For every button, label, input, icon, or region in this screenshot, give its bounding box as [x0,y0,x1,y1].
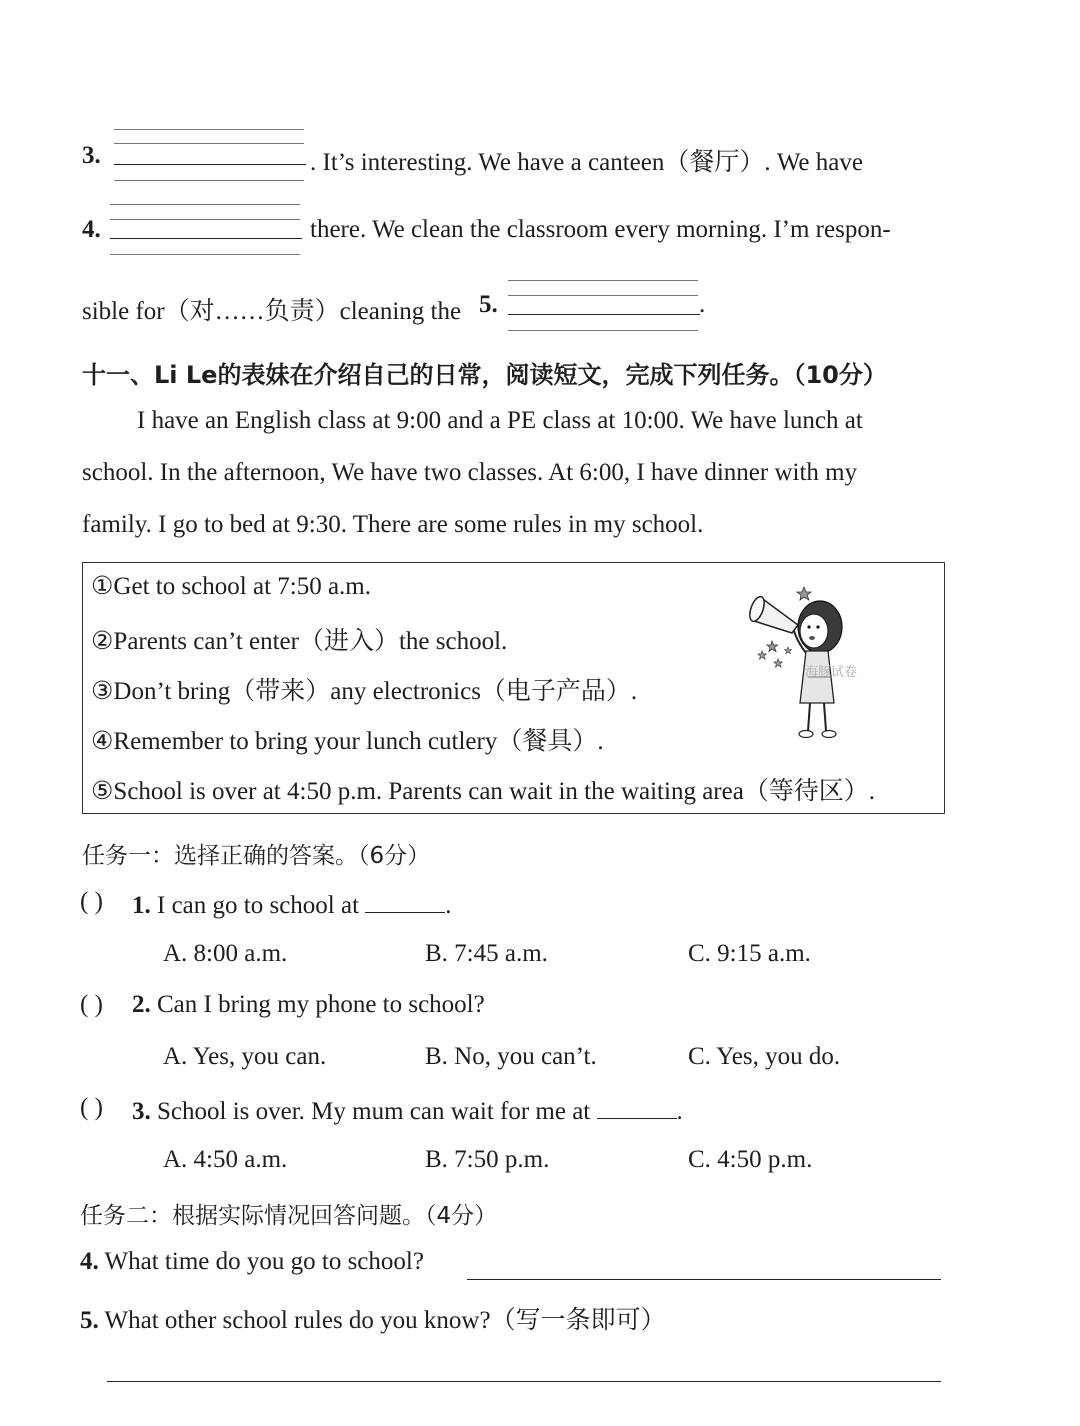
writing-line-guide [110,219,300,220]
question-text [80,1300,666,1336]
answer-line-5[interactable] [107,1381,941,1382]
writing-line-guide [110,254,300,255]
writing-line-guide [114,129,304,130]
option-a[interactable]: A. Yes, you can. [163,1043,327,1070]
option-c[interactable]: C. 9:15 a.m. [688,940,811,967]
question-text [132,888,452,920]
writing-line-guide [508,330,698,331]
answer-blank[interactable] [365,888,445,913]
option-a[interactable]: A. 4:50 a.m. [163,1146,288,1173]
writing-line-guide [110,204,300,205]
writing-line-guide [114,180,304,181]
passage-line-3: family. I go to bed at 9:30. There are some rules in my school. [82,511,704,538]
question-stem: I can go to school at [150,892,366,919]
question-end: . [445,892,452,919]
watermark-text: 海豚试卷 [805,665,858,680]
writing-line-guide [508,280,698,281]
passage-line-1: I have an English class at 9:00 and a PE class at 10:00. We have lunch at [137,407,863,434]
rule-3: ③Don’t bring（带来）any electronics（电子产品）. [91,678,638,705]
question-stem: What time do you go to school? [98,1248,424,1275]
section-title: 十一、Li Le的表妹在介绍自己的日常，阅读短文，完成下列任务。（10分） [82,361,887,389]
question-number: 3. [132,1098,151,1125]
question-stem: Can I bring my phone to school? [150,991,485,1018]
writing-line-guide [114,143,304,144]
task1-title: 任务一：选择正确的答案。（6分） [82,843,431,869]
answer-blank-5[interactable] [508,314,700,315]
question-number: 2. [132,991,151,1018]
q4-text: there. We clean the classroom every morning. I’m respon- [310,216,891,243]
rule-1: ①Get to school at 7:50 a.m. [91,573,372,600]
option-c[interactable]: C. Yes, you do. [688,1043,841,1070]
question-text [132,1094,683,1126]
question-stem: School is over. My mum can wait for me at [150,1098,597,1125]
option-c[interactable]: C. 4:50 p.m. [688,1146,813,1173]
question-stem: What other school rules do you know?（写一条即可） [98,1307,666,1334]
option-a[interactable]: A. 8:00 a.m. [163,940,288,967]
answer-blank-4[interactable] [110,238,302,239]
rule-5: ⑤School is over at 4:50 p.m. Parents can wait in the waiting area（等待区）. [91,778,876,805]
q5-suffix: . [699,291,706,318]
answer-paren[interactable]: ( ) [80,1094,103,1121]
answer-paren[interactable]: ( ) [80,991,103,1018]
q3-text: . It’s interesting. We have a canteen（餐厅）. We have [310,149,863,176]
question-end: . [676,1098,683,1125]
task2-title: 任务二：根据实际情况回答问题。（4分） [80,1203,498,1229]
answer-line-4[interactable] [467,1279,941,1280]
q3-number: 3. [82,142,101,169]
passage-line-2: school. In the afternoon, We have two classes. At 6:00, I have dinner with my [82,459,858,486]
option-b[interactable]: B. No, you can’t. [425,1043,597,1070]
school-rules-box [82,562,945,814]
answer-paren[interactable]: ( ) [80,888,103,915]
option-b[interactable]: B. 7:50 p.m. [425,1146,550,1173]
q5-number: 5. [479,291,498,318]
question-text [132,991,485,1019]
rule-4: ④Remember to bring your lunch cutlery（餐具）. [91,728,604,755]
rule-2: ②Parents can’t enter（进入）the school. [91,628,508,655]
answer-blank-3[interactable] [114,164,306,165]
q4-number: 4. [82,216,101,243]
option-b[interactable]: B. 7:45 a.m. [425,940,548,967]
question-text [80,1248,424,1276]
question-number: 4. [80,1248,99,1275]
q5-prefix: sible for（对……负责）cleaning the [82,298,462,325]
question-number: 5. [80,1307,99,1334]
answer-blank[interactable] [597,1094,677,1119]
writing-line-guide [508,295,698,296]
question-number: 1. [132,892,151,919]
